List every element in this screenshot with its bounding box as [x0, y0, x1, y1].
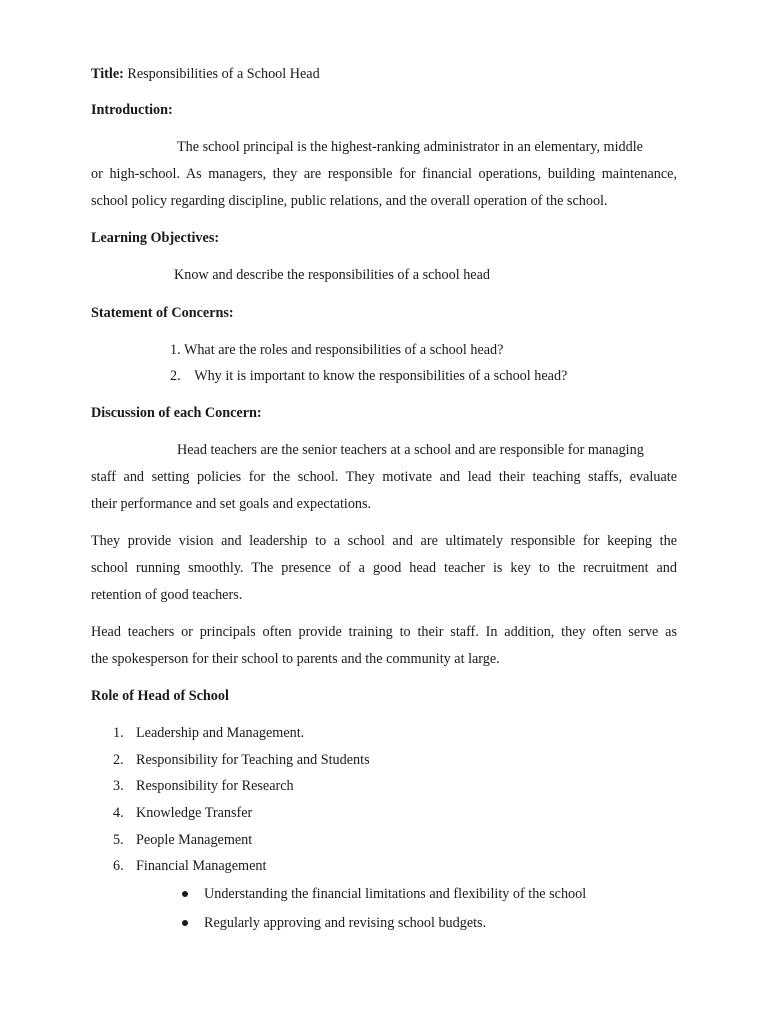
- role-item-3-text: Responsibility for Research: [136, 778, 294, 794]
- discussion-heading: Discussion of each Concern:: [91, 405, 262, 421]
- concern-text: What are the roles and responsibilities of a school head?: [183, 342, 504, 358]
- role-item-6-number: 6.: [113, 858, 124, 874]
- role-item-2-number: 2.: [113, 752, 124, 768]
- discussion-para2-line-2: school running smoothly. The presence of a good head teacher is key to the recruitment and: [91, 560, 677, 576]
- role-heading: Role of Head of School: [91, 688, 229, 704]
- title-text: Responsibilities of a School Head: [127, 66, 320, 82]
- discussion-para1-line-1: Head teachers are the senior teachers at a school and are responsible for managing: [177, 442, 644, 458]
- introduction-heading: Introduction:: [91, 102, 173, 118]
- introduction-line-3: school policy regarding discipline, public relations, and the overall operation of the school.: [91, 193, 608, 209]
- concern-number: 2.: [170, 368, 181, 384]
- role-item-1-text: Leadership and Management.: [136, 725, 305, 741]
- learning-objectives-heading: Learning Objectives:: [91, 230, 220, 246]
- learning-objective-text: Know and describe the responsibilities of a school head: [174, 267, 490, 283]
- statement-of-concerns-heading: Statement of Concerns:: [91, 305, 234, 321]
- role-item-4-number: 4.: [113, 805, 124, 821]
- concern-item-2: [170, 367, 567, 385]
- discussion-para1-line-2: staff and setting policies for the school. They motivate and lead their teaching staffs, evaluate: [91, 469, 677, 485]
- introduction-line-1: The school principal is the highest-ranking administrator in an elementary, middle: [177, 139, 643, 155]
- discussion-para2-line-3: retention of good teachers.: [91, 587, 243, 603]
- document-title: [91, 65, 320, 83]
- concern-number: 1.: [170, 342, 181, 358]
- financial-sub-bullet-2: Regularly approving and revising school budgets.: [204, 915, 487, 931]
- role-item-5-text: People Management: [136, 832, 253, 848]
- discussion-para3-line-2: the spokesperson for their school to parents and the community at large.: [91, 651, 500, 667]
- bullet-icon: [182, 891, 188, 897]
- introduction-line-2: or high-school. As managers, they are responsible for financial operations, building maintenance,: [91, 166, 677, 182]
- role-item-4-text: Knowledge Transfer: [136, 805, 253, 821]
- concern-item-1: [170, 341, 503, 359]
- bullet-icon: [182, 920, 188, 926]
- discussion-para1-line-3: their performance and set goals and expectations.: [91, 496, 372, 512]
- role-item-5-number: 5.: [113, 832, 124, 848]
- financial-sub-bullet-1: Understanding the financial limitations and flexibility of the school: [204, 886, 587, 902]
- role-item-3-number: 3.: [113, 778, 124, 794]
- discussion-para2-line-1: They provide vision and leadership to a school and are ultimately responsible for keeping the: [91, 533, 677, 549]
- role-item-1-number: 1.: [113, 725, 124, 741]
- role-item-2-text: Responsibility for Teaching and Students: [136, 752, 370, 768]
- concern-text: Why it is important to know the responsibilities of a school head?: [194, 368, 568, 384]
- discussion-para3-line-1: Head teachers or principals often provide training to their staff. In addition, they often serve as: [91, 624, 677, 640]
- role-item-6-text: Financial Management: [136, 858, 267, 874]
- title-label: Title:: [91, 66, 124, 82]
